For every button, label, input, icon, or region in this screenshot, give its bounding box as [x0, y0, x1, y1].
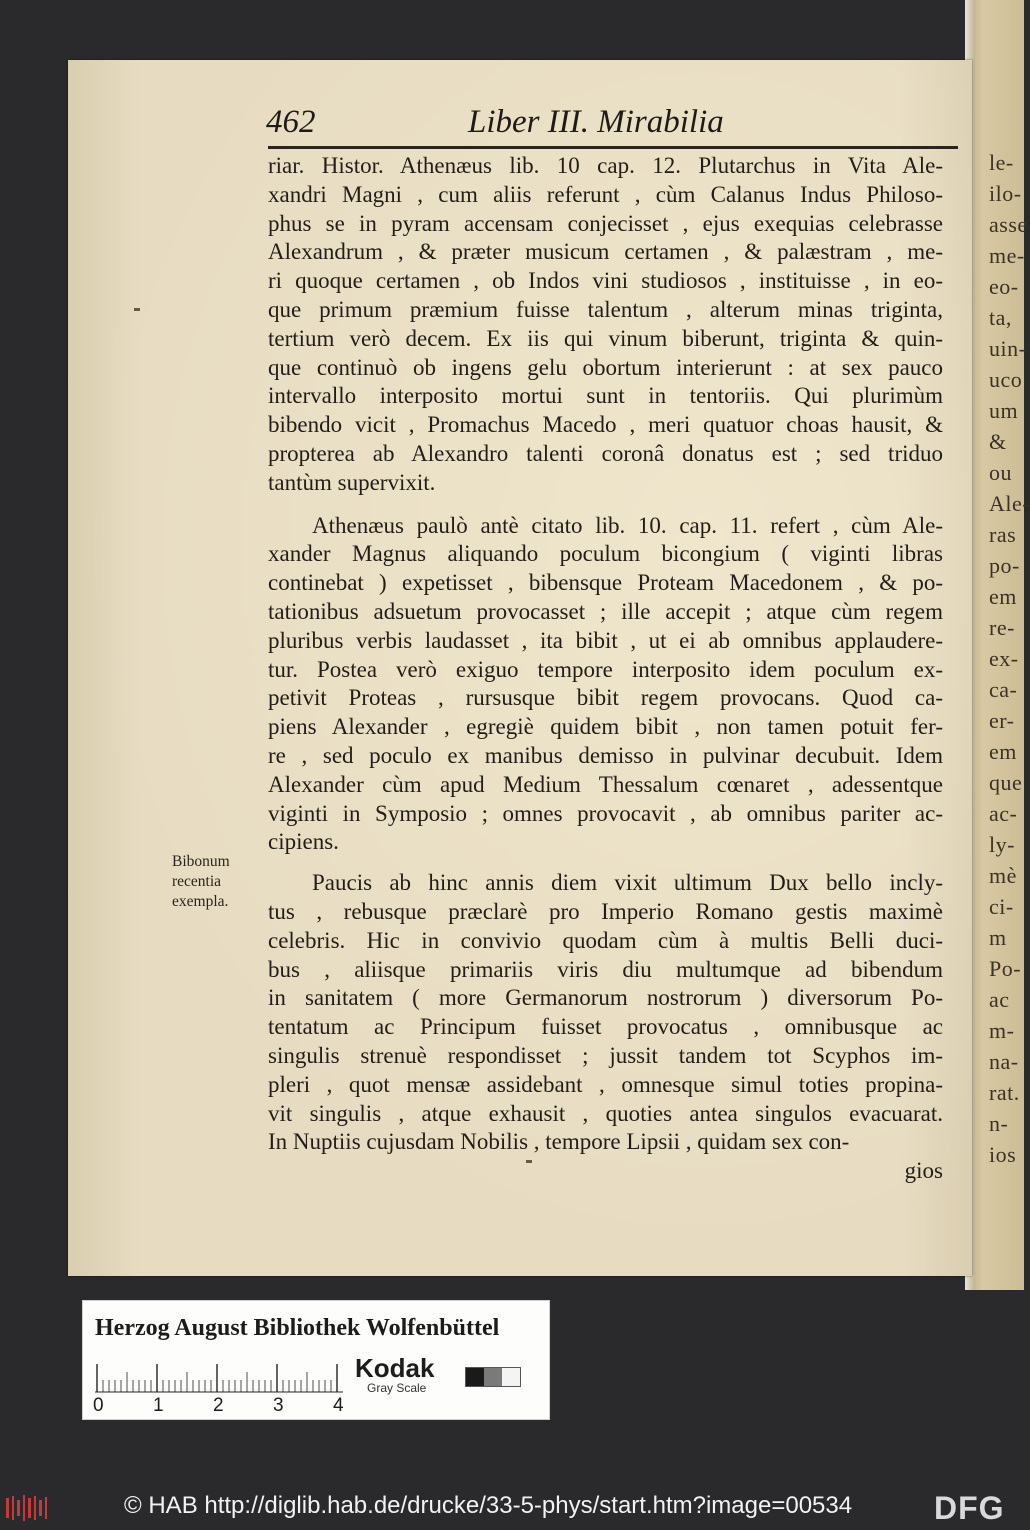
facing-page-fragment: ras [989, 522, 1017, 547]
text-line: que continuò ob ingens gelu obortum interierunt : at sex pauco [268, 354, 943, 380]
ruler-number: 2 [213, 1395, 224, 1416]
footer-bar [0, 1486, 1024, 1530]
text-line: propterea ab Alexandro talenti coronâ donatus est ; sed triduo [268, 440, 943, 466]
citation-link[interactable]: © HAB http://diglib.hab.de/drucke/33-5-phys/start.htm?image=00534 [124, 1492, 853, 1519]
kodak-logo: Kodak [355, 1353, 435, 1383]
facing-page-fragment: mè [989, 863, 1017, 888]
text-line: riar. Histor. Athenæus lib. 10 cap. 12. Plutarchus in Vita Ale- [268, 153, 943, 178]
gray-swatch [502, 1368, 520, 1386]
facing-page-fragment: ilo- [989, 181, 1022, 206]
text-line: vit singulis , atque exhausit , quoties antea singulos evacuarat. [268, 1100, 943, 1126]
facing-page-fragment: ci- [989, 894, 1014, 919]
paragraph-2 [268, 512, 943, 858]
page-header [266, 104, 978, 144]
facing-page-fragment: er- [989, 708, 1015, 733]
text-line: petivit Proteas , rursusque bibit regem provocans. Quod ca- [268, 685, 943, 711]
text-line: xandri Magni , cum aliis referunt , cùm Calanus Indus Philoso- [268, 181, 943, 207]
facing-page-fragment: m [989, 925, 1007, 950]
text-line: phus se in pyram accensam conjecisset , ejus exequias celebrasse [268, 210, 943, 236]
facing-page-fragment: rat. [989, 1080, 1020, 1105]
facing-page-fragment: re- [989, 615, 1015, 640]
paragraph-3 [268, 869, 943, 1157]
text-line: tationibus adsuetum provocasset ; ille accepit ; atque cùm regem [268, 598, 943, 624]
margin-note-line: recentia [172, 873, 222, 890]
facing-page-fragment: eo- [989, 274, 1019, 299]
body-text [268, 152, 943, 1186]
facing-page-fragment: ly- [989, 832, 1015, 857]
facing-page-fragment: que [989, 770, 1023, 795]
ink-speck [134, 308, 140, 311]
ruler-numbers [93, 1395, 343, 1417]
ruler-number: 0 [93, 1395, 104, 1416]
facing-page-fragment: me- [989, 243, 1025, 268]
facing-page-fragment: le- [989, 150, 1014, 175]
ink-speck [526, 1160, 532, 1163]
text-line: re , sed poculo ex manibus demisso in pulvinar decubuit. Idem [268, 742, 943, 768]
margin-note-line: Bibonum [172, 853, 230, 870]
facing-page-fragment: asse [989, 212, 1028, 237]
facing-page-fragment: & [989, 429, 1007, 454]
facing-page-fragment: uco [989, 367, 1023, 392]
facing-page-edge [965, 0, 1030, 1290]
facing-page-fragment: po- [989, 553, 1020, 578]
running-title: Liber III. Mirabilia [468, 104, 724, 140]
ruler-number: 1 [153, 1395, 164, 1416]
facing-page-fragment: uin- [989, 336, 1027, 361]
facing-page-fragment: na- [989, 1049, 1019, 1074]
gray-scale-label: Gray Scale [367, 1381, 427, 1395]
text-line: intervallo interposito mortui sunt in tentoriis. Qui plurimùm [268, 383, 943, 409]
ruler-scale [95, 1363, 343, 1393]
ruler-number: 3 [273, 1395, 284, 1416]
text-line: Athenæus paulò antè citato lib. 10. cap. 11. refert , cùm Ale- [312, 512, 943, 538]
text-line: continebat ) expetisset , bibensque Proteam Macedonem , & po- [268, 570, 943, 596]
header-rule [268, 146, 958, 149]
text-line: In Nuptiis cujusdam Nobilis , tempore Lipsii , quidam sex con- [268, 1129, 850, 1155]
facing-page-fragment: m- [989, 1018, 1015, 1043]
facing-page-fragment: ou [989, 460, 1012, 485]
facing-page-fragment: em [989, 584, 1017, 609]
dfg-logo: DFG [934, 1490, 1005, 1526]
facing-page-fragment: um [989, 398, 1019, 423]
text-line: ri quoque certamen , ob Indos vini studiosos , instituisse , in eo- [268, 268, 943, 294]
text-line: pluribus verbis laudasset , ita bibit , ut ei ab omnibus applaudere- [268, 627, 943, 653]
facing-page-fragment: ex- [989, 646, 1019, 671]
facing-page-fragment: ca- [989, 677, 1018, 702]
gray-swatch [484, 1368, 502, 1386]
book-page [68, 60, 972, 1276]
paragraph-1 [268, 152, 943, 498]
facing-page-fragment: ac [989, 987, 1010, 1012]
text-line: celebris. Hic in convivio quodam cùm à multis Belli duci- [268, 927, 943, 953]
gray-swatch [466, 1368, 484, 1386]
text-line: viginti in Symposio ; omnes provocavit , ab omnibus pariter ac- [268, 800, 943, 826]
text-line: xander Magnus aliquando poculum bicongium ( viginti libras [268, 541, 943, 567]
text-line: que primum præmium fuisse talentum , alterum minas triginta, [268, 296, 943, 322]
hab-logo-icon [6, 1494, 48, 1522]
catchword: gios [904, 1158, 943, 1184]
facing-page-fragment: n- [989, 1111, 1009, 1136]
margin-note-line: exempla. [172, 893, 229, 910]
text-line: Alexander cùm apud Medium Thessalum cœnaret , adessentque [268, 771, 943, 797]
text-line: Alexandrum , & præter musicum certamen , & palæstram , me- [268, 239, 943, 265]
ruler-number: 4 [333, 1395, 344, 1416]
library-color-card [82, 1300, 550, 1420]
facing-page-fragment: ac- [989, 801, 1018, 826]
text-line: bus , aliisque primariis viris diu multumque ad bibendum [268, 956, 943, 982]
gray-swatches [465, 1367, 521, 1387]
text-line: tentatum ac Principum fuisset provocatus , omnibusque ac [268, 1014, 943, 1040]
facing-page-fragment: Po- [989, 956, 1022, 981]
facing-page-fragment: ios [989, 1142, 1017, 1167]
marginal-note [172, 852, 262, 912]
facing-page-fragment: em [989, 739, 1017, 764]
page-number: 462 [266, 104, 316, 140]
text-line: piens Alexander , egregiè quidem bibit , non tamen potuit fer- [268, 714, 943, 740]
text-line: in sanitatem ( more Germanorum nostrorum ) diversorum Po- [268, 985, 943, 1011]
text-line: singulis strenuè respondisset ; jussit tandem tot Scyphos im- [268, 1042, 943, 1068]
text-line: tantùm supervixit. [268, 469, 436, 495]
facing-page-fragment: Ale- [989, 491, 1030, 516]
text-line: bibendo vicit , Promachus Macedo , meri quatuor choas hausit, & [268, 412, 943, 438]
text-line: tur. Postea verò exiguo tempore interposito idem poculum ex- [268, 656, 943, 682]
text-line: tus , rebusque præclarè pro Imperio Romano gestis maximè [268, 898, 943, 924]
text-line: pleri , quot mensæ assidebant , omnesque simul toties propina- [268, 1071, 943, 1097]
text-line: Paucis ab hinc annis diem vixit ultimum Dux bello incly- [312, 870, 943, 896]
facing-page-fragment: ta, [989, 305, 1012, 330]
text-line: tertium verò decem. Ex iis qui vinum biberunt, triginta & quin- [268, 325, 943, 351]
text-line: cipiens. [268, 829, 339, 855]
library-name: Herzog August Bibliothek Wolfenbüttel [95, 1315, 500, 1341]
